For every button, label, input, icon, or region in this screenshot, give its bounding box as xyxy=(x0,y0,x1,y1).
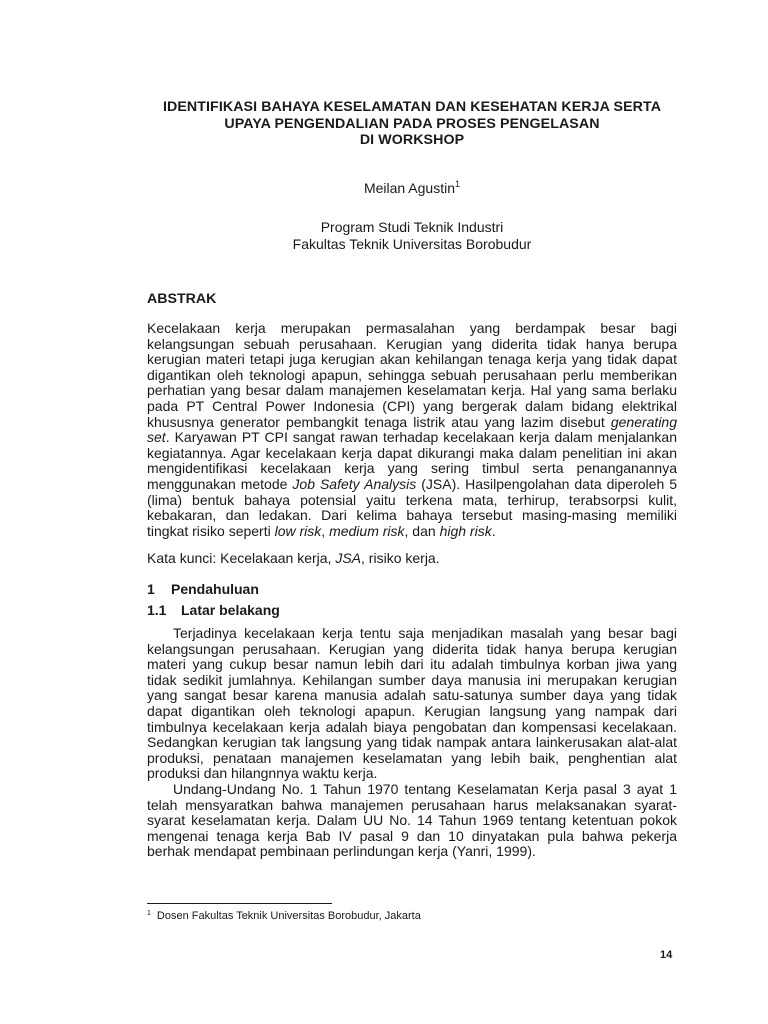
title-line: DI WORKSHOP xyxy=(359,132,465,148)
title-line: IDENTIFIKASI BAHAYA KESELAMATAN DAN KESEHATAN KERJA SERTA xyxy=(162,99,662,115)
abstract-line: digantikan oleh teknologi apapun, sehingga sebuah perusahaan perlu memberikan xyxy=(147,366,677,383)
intro-line: kelangsungan perusahaan. Kerugian yang diderita tidak hanya berupa kerugian xyxy=(147,640,677,657)
intro-line: yang sangat besar karena manusia adalah satu-satunya sumber daya yang tidak xyxy=(147,687,677,704)
intro-line: Terjadinya kecelakaan kerja tentu saja menjadikan masalah yang besar bagi xyxy=(173,625,677,641)
intro-line: Sedangkan kerugian tak langsung yang tidak nampak antara lainkerusakan alat-alat xyxy=(147,734,677,751)
affiliation xyxy=(100,219,724,253)
affiliation-line: Program Studi Teknik Industri xyxy=(320,219,504,235)
footnote-mark: 1 xyxy=(147,910,151,917)
intro-line: timbulnya kecelakaan kerja adalah biaya pengobatan dan kompensasi kecelakaan. xyxy=(147,718,677,735)
intro-line: produksi, penataan manajemen keselamatan yang lebih baik, penghentian alat xyxy=(147,749,677,766)
subsection-number: 1.1 xyxy=(147,602,167,618)
intro-line: syarat keselamatan kerja. Dalam UU No. 14 Tahun 1969 tentang ketentuan pokok xyxy=(147,812,677,829)
abstract-body xyxy=(147,321,677,539)
abstract-line: kegiatannya. Agar kecelakaan kerja dapat dikurangi maka dalam penelitian ini akan xyxy=(147,444,677,461)
affiliation-line: Fakultas Teknik Universitas Borobudur xyxy=(292,236,532,252)
section-number: 1 xyxy=(147,581,155,597)
abstract-line: tingkat risiko seperti low risk, medium risk, dan high risk. xyxy=(147,522,496,539)
abstract-line: kebakaran, dan ledakan. Dari kelima bahaya tersebut masing-masing memiliki xyxy=(147,507,677,524)
keywords-italic: JSA xyxy=(335,550,362,566)
keywords-label: Kata kunci: Kecelakaan kerja, xyxy=(147,550,332,566)
intro-line: materi yang cukup besar namun lebih dari itu adalah timbulnya korban jiwa yang xyxy=(147,656,677,673)
abstract-line: Kecelakaan kerja merupakan permasalahan yang berdampak besar bagi xyxy=(147,320,677,336)
author-name: Meilan Agustin xyxy=(363,180,456,196)
intro-line: mengenai tenaga kerja Bab IV pasal 9 dan 10 dinyatakan pula bahwa pekerja xyxy=(147,827,677,844)
keywords-rest: , risiko kerja. xyxy=(361,550,440,566)
intro-body xyxy=(147,626,677,860)
intro-line: telah mensyaratkan bahwa manajemen perusahaan harus melaksanakan syarat- xyxy=(147,796,677,813)
title-line: UPAYA PENGENDALIAN PADA PROSES PENGELASAN xyxy=(224,115,600,132)
subsection-title: Latar belakang xyxy=(181,602,280,618)
subsection-heading xyxy=(147,602,280,619)
abstract-line: khususnya generator pembangkit tenaga listrik atau yang lazim disebut generating xyxy=(147,413,678,430)
abstract-line: set. Karyawan PT CPI sangat rawan terhadap kecelakaan kerja dalam menjalankan xyxy=(147,429,677,446)
footnote-text: Dosen Fakultas Teknik Universitas Borobudur, Jakarta xyxy=(156,910,421,922)
page-number: 14 xyxy=(660,949,673,961)
abstract-line: kerugian materi tetapi juga kerugian akan kehilangan tenaga kerja yang tidak dapat xyxy=(147,351,677,368)
intro-line: dapat digantikan oleh teknologi apapun. Kerugian langsung yang nampak dari xyxy=(147,702,677,719)
section-title: Pendahuluan xyxy=(171,581,259,597)
intro-line: Undang-Undang No. 1 Tahun 1970 tentang Keselamatan Kerja pasal 3 ayat 1 xyxy=(173,780,677,797)
intro-line: tidak sedikit jumlahnya. Kehilangan sumber daya manusia ini merupakan kerugian xyxy=(147,671,677,688)
abstract-heading: ABSTRAK xyxy=(147,291,217,307)
abstract-line: (lima) bentuk bahaya potensial yaitu terkena mata, terhirup, terabsorpsi kulit, xyxy=(147,491,677,508)
intro-line: berhak mendapat pembinaan perlindungan kerja (Yanri, 1999). xyxy=(147,843,536,860)
abstract-line: menggunakan metode Job Safety Analysis (JSA). Hasilpengolahan data diperoleh 5 xyxy=(147,475,677,492)
keywords xyxy=(147,551,677,567)
author xyxy=(100,180,724,197)
intro-line: produksi dan hilangnnya waktu kerja. xyxy=(147,765,378,782)
footnote-separator xyxy=(147,903,332,904)
paper-title xyxy=(100,99,724,149)
section-heading xyxy=(147,581,259,598)
abstract-line: mengidentifikasi kecelakaan kerja yang sering timbul serta penanganannya xyxy=(147,460,677,477)
author-footnote-mark: 1 xyxy=(455,179,461,189)
footnote xyxy=(147,909,421,923)
abstract-line: pada PT Central Power Indonesia (CPI) yang bergerak dalam bidang elektrikal xyxy=(147,397,677,414)
abstract-line: kelangsungan sebuah perusahaan. Kerugian yang diderita tidak hanya berupa xyxy=(147,335,677,352)
abstract-line: perhatian yang besar dalam manajemen keselamatan kerja. Hal yang sama berlaku xyxy=(147,382,677,399)
